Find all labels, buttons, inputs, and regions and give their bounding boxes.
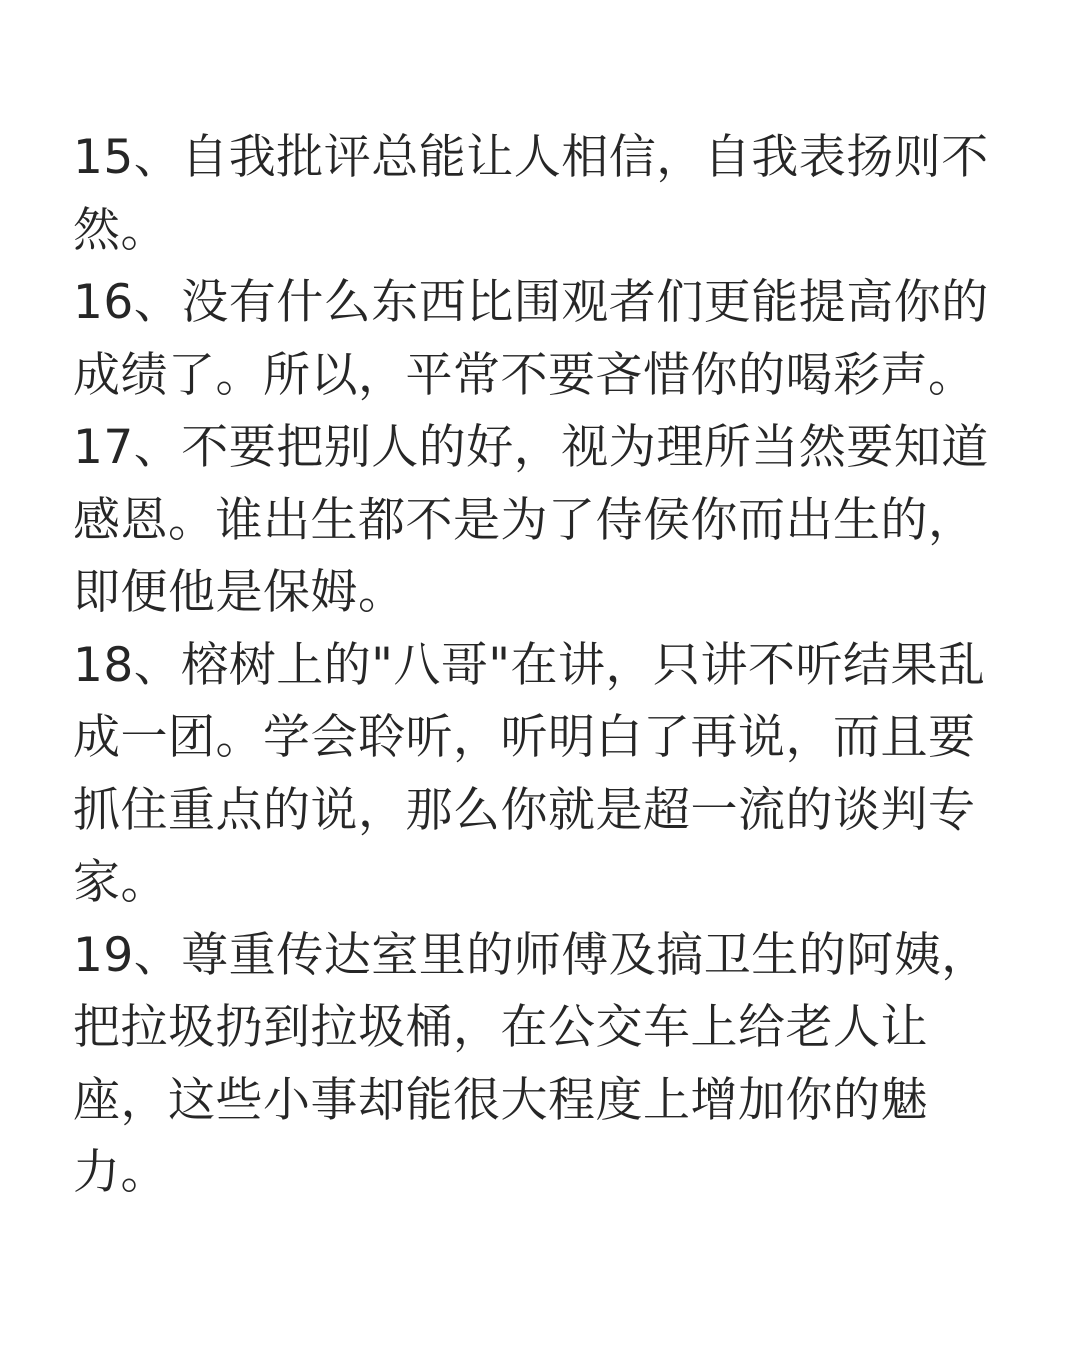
- text-block: [73, 122, 1003, 1210]
- text-line: 即便他是保姆。: [73, 565, 406, 620]
- text-line: 然。: [73, 202, 168, 258]
- text-line: 成绩了。所以，平常不要吝惜你的喝彩声。: [73, 347, 976, 403]
- text-line: 17、不要把别人的好，视为理所当然要知道: [73, 420, 989, 475]
- paragraph-18: [73, 630, 1003, 920]
- paragraph-17: [73, 412, 1003, 630]
- text-line: 力。: [73, 1145, 168, 1200]
- text-line: 抓住重点的说，那么你就是超一流的谈判专: [73, 782, 976, 838]
- text-line: 成一团。学会聆听，听明白了再说，而且要: [73, 710, 976, 765]
- text-line: 15、自我批评总能让人相信，自我表扬则不: [73, 130, 989, 185]
- paragraph-16: [73, 267, 1003, 412]
- text-line: 家。: [73, 855, 168, 910]
- paragraph-19: [73, 920, 1003, 1210]
- text-line: 19、尊重传达室里的师傅及搞卫生的阿姨，: [73, 927, 989, 983]
- text-line: 感恩。谁出生都不是为了侍侯你而出生的，: [73, 492, 976, 548]
- text-line: 把拉圾扔到拉圾桶，在公交车上给老人让: [73, 1000, 928, 1055]
- text-line: 16、没有什么东西比围观者们更能提高你的: [73, 275, 989, 330]
- text-line: 座，这些小事却能很大程度上增加你的魅: [73, 1072, 928, 1128]
- text-line: 18、榕树上的"八哥"在讲，只讲不听结果乱: [73, 637, 986, 693]
- paragraph-15: [73, 122, 1003, 267]
